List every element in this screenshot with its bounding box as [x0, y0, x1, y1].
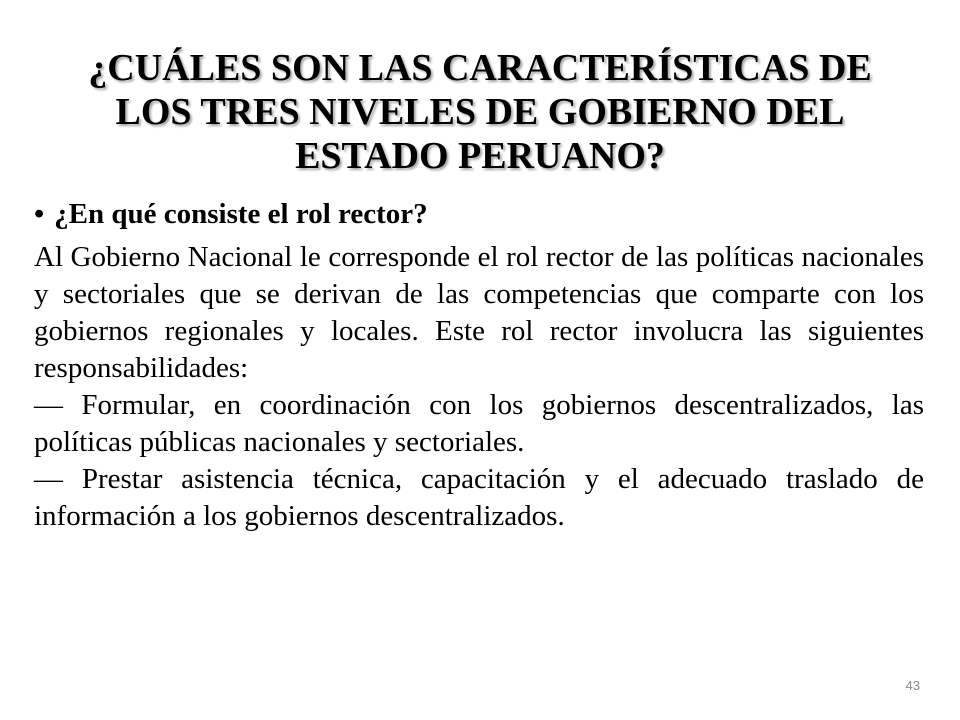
bullet-icon: • [34, 198, 45, 230]
bullet-heading [34, 196, 924, 233]
paragraph-formular: — Formular, en coordinación con los gobiernos descentralizados, las políticas públicas nacionales y sectoriales. [34, 389, 924, 458]
bullet-heading-text: ¿En qué consiste el rol rector? [54, 198, 428, 230]
slide-title [40, 46, 920, 178]
slide-title-line-1: ¿CUÁLES SON LAS CARACTERÍSTICAS DE [88, 47, 872, 89]
slide-body [34, 196, 924, 535]
page-number: 43 [905, 678, 920, 693]
paragraph-rol-rector: Al Gobierno Nacional le corresponde el rol rector de las políticas nacionales y sectoriales que se derivan de las competencias que comparte con los gobiernos regionales y locales. Este rol rector involucra las siguientes responsabilidades: [34, 241, 924, 384]
paragraph-asistencia-tecnica: — Prestar asistencia técnica, capacitación y el adecuado traslado de información a los gobiernos descentralizados. [34, 463, 924, 532]
slide-title-line-2: LOS TRES NIVELES DE GOBIERNO DEL [115, 91, 845, 133]
slide-title-line-3: ESTADO PERUANO? [295, 135, 665, 177]
